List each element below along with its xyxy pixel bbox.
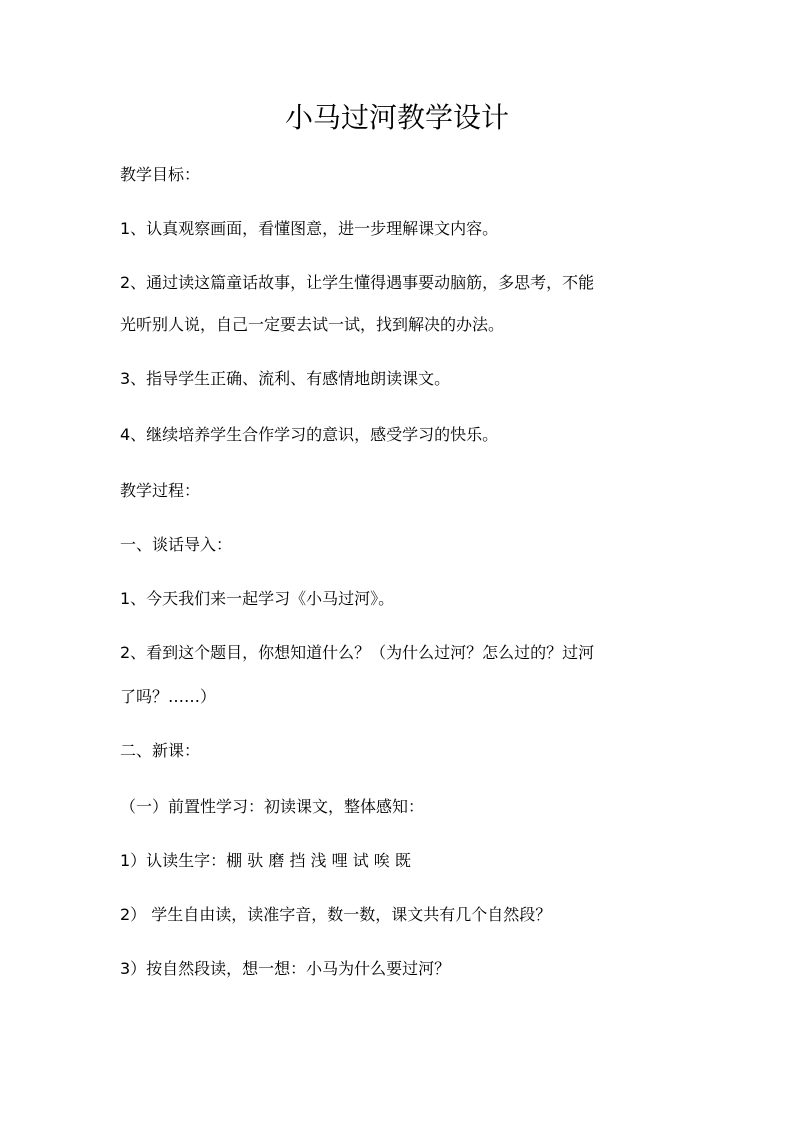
goal-item-2-continued: 光听别人说，自己一定要去试一试，找到解决的办法。	[120, 315, 505, 334]
goal-item-2: 2、通过读这篇童话故事，让学生懂得遇事要动脑筋，多思考，不能	[120, 273, 595, 292]
section-two-heading: 二、新课：	[120, 741, 201, 760]
step-3: 3）按自然段读，想一想：小马为什么要过河？	[120, 959, 451, 978]
goal-item-4: 4、继续培养学生合作学习的意识，感受学习的快乐。	[120, 425, 499, 444]
step-2: 2） 学生自由读，读准字音，数一数，课文共有几个自然段？	[120, 905, 552, 924]
process-item-2-continued: 了吗？……）	[120, 687, 217, 706]
subsection-one-heading: （一）前置性学习：初读课文，整体感知：	[120, 797, 425, 816]
goal-item-3: 3、指导学生正确、流利、有感情地朗读课文。	[120, 369, 451, 388]
goal-item-1: 1、认真观察画面，看懂图意，进一步理解课文内容。	[120, 219, 499, 238]
process-item-2: 2、看到这个题目，你想知道什么？（为什么过河？怎么过的？过河	[120, 643, 595, 662]
section-one-heading: 一、谈话导入：	[120, 535, 233, 554]
heading-teaching-process: 教学过程：	[120, 481, 201, 500]
page-title: 小马过河教学设计	[284, 101, 509, 134]
step-1: 1）认读生字：棚 驮 磨 挡 浅 哩 试 唉 既	[120, 851, 411, 870]
process-item-1: 1、今天我们来一起学习《小马过河》。	[120, 589, 395, 608]
heading-teaching-goals: 教学目标：	[120, 165, 201, 184]
